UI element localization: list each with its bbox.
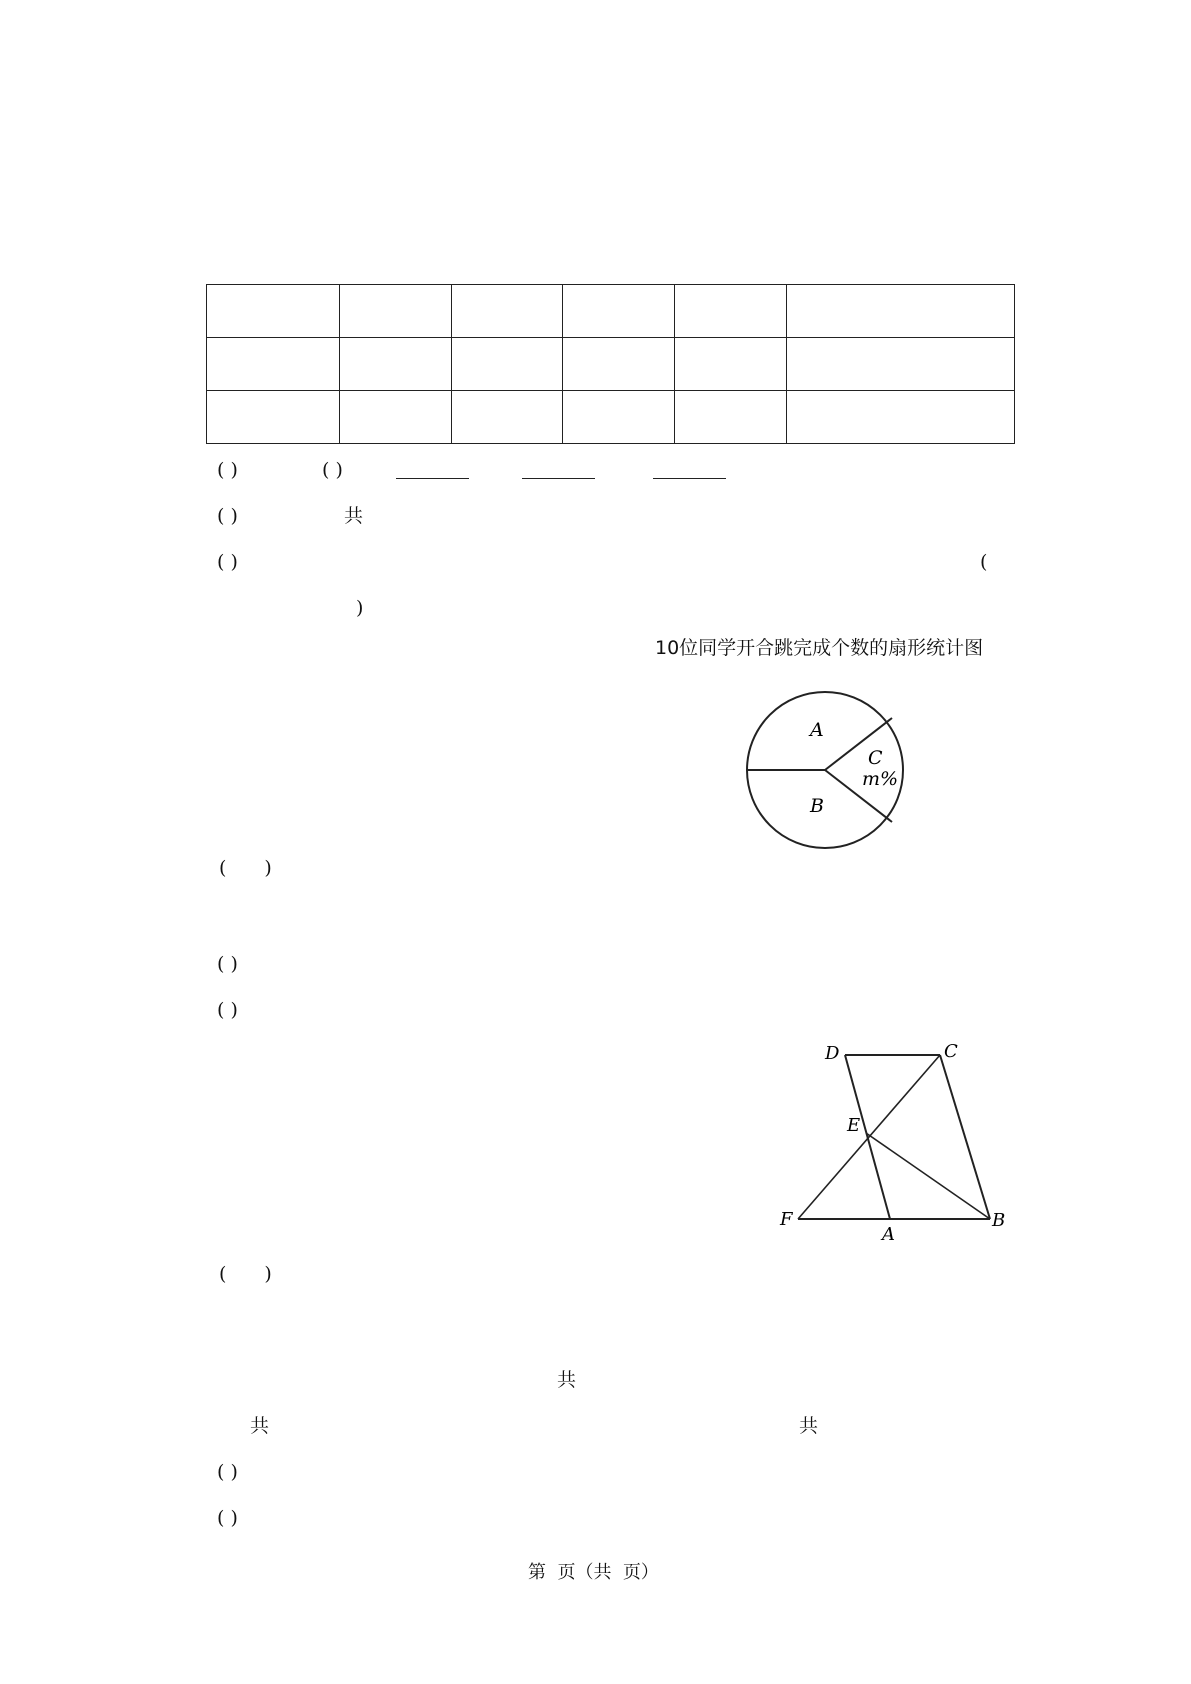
table-cell bbox=[452, 285, 563, 338]
table-cell bbox=[787, 285, 1015, 338]
paren-5: ( ) bbox=[217, 953, 238, 975]
table-cell bbox=[675, 285, 787, 338]
paren-6: ( ) bbox=[217, 999, 238, 1021]
table-cell bbox=[452, 338, 563, 391]
slice-label-b: B bbox=[810, 795, 824, 817]
table-cell bbox=[452, 391, 563, 444]
table-row bbox=[207, 285, 1015, 338]
answer-blank bbox=[522, 478, 595, 479]
paren-2a: ( ) bbox=[217, 505, 238, 527]
table-cell bbox=[340, 391, 452, 444]
segment-cb bbox=[940, 1055, 990, 1219]
table-row bbox=[207, 338, 1015, 391]
table-cell bbox=[675, 338, 787, 391]
paren-9: ( ) bbox=[217, 1461, 238, 1483]
point-a-label: A bbox=[882, 1224, 895, 1245]
gong-2: 共 bbox=[344, 505, 364, 527]
answer-paren: ( ) bbox=[219, 857, 272, 879]
answer-table bbox=[206, 284, 1015, 444]
slice-label-a: A bbox=[810, 719, 824, 741]
table-cell bbox=[207, 285, 340, 338]
paren-1a: ( ) bbox=[217, 459, 238, 481]
table-cell bbox=[563, 285, 675, 338]
table-cell bbox=[675, 391, 787, 444]
table-cell bbox=[563, 391, 675, 444]
table-cell bbox=[207, 338, 340, 391]
paren-10: ( ) bbox=[217, 1507, 238, 1529]
table-cell bbox=[340, 285, 452, 338]
table-cell bbox=[787, 391, 1015, 444]
answer-paren: ( ) bbox=[219, 1263, 272, 1285]
table-row bbox=[207, 391, 1015, 444]
table-cell bbox=[207, 391, 340, 444]
point-e-label: E bbox=[847, 1115, 861, 1136]
gong-8a: 共 bbox=[250, 1415, 270, 1437]
slice-label-c: C bbox=[868, 747, 883, 769]
geometry-figure bbox=[770, 1035, 1010, 1245]
paren-3b: ( bbox=[980, 551, 988, 573]
pie-chart bbox=[735, 680, 915, 860]
segment-eb bbox=[866, 1133, 990, 1219]
point-f-label: F bbox=[780, 1209, 793, 1230]
point-c-label: C bbox=[944, 1041, 958, 1062]
segment-da bbox=[845, 1055, 890, 1219]
paren-3a: ( ) bbox=[217, 551, 238, 573]
table-cell bbox=[563, 338, 675, 391]
slice-note-c: m% bbox=[862, 768, 899, 790]
segment-fc bbox=[798, 1055, 940, 1219]
paren-4: ) bbox=[356, 597, 364, 619]
paren-1b: ( ) bbox=[322, 459, 343, 481]
page-footer: 第 页（共 页） bbox=[528, 1562, 659, 1583]
answer-blank bbox=[396, 478, 469, 479]
table-cell bbox=[340, 338, 452, 391]
point-d-label: D bbox=[825, 1043, 840, 1064]
chart-title: 10位同学开合跳完成个数的扇形统计图 bbox=[655, 637, 984, 659]
answer-blank bbox=[653, 478, 726, 479]
gong-7: 共 bbox=[557, 1369, 577, 1391]
gong-8b: 共 bbox=[799, 1415, 819, 1437]
table-cell bbox=[787, 338, 1015, 391]
point-b-label: B bbox=[992, 1210, 1006, 1231]
